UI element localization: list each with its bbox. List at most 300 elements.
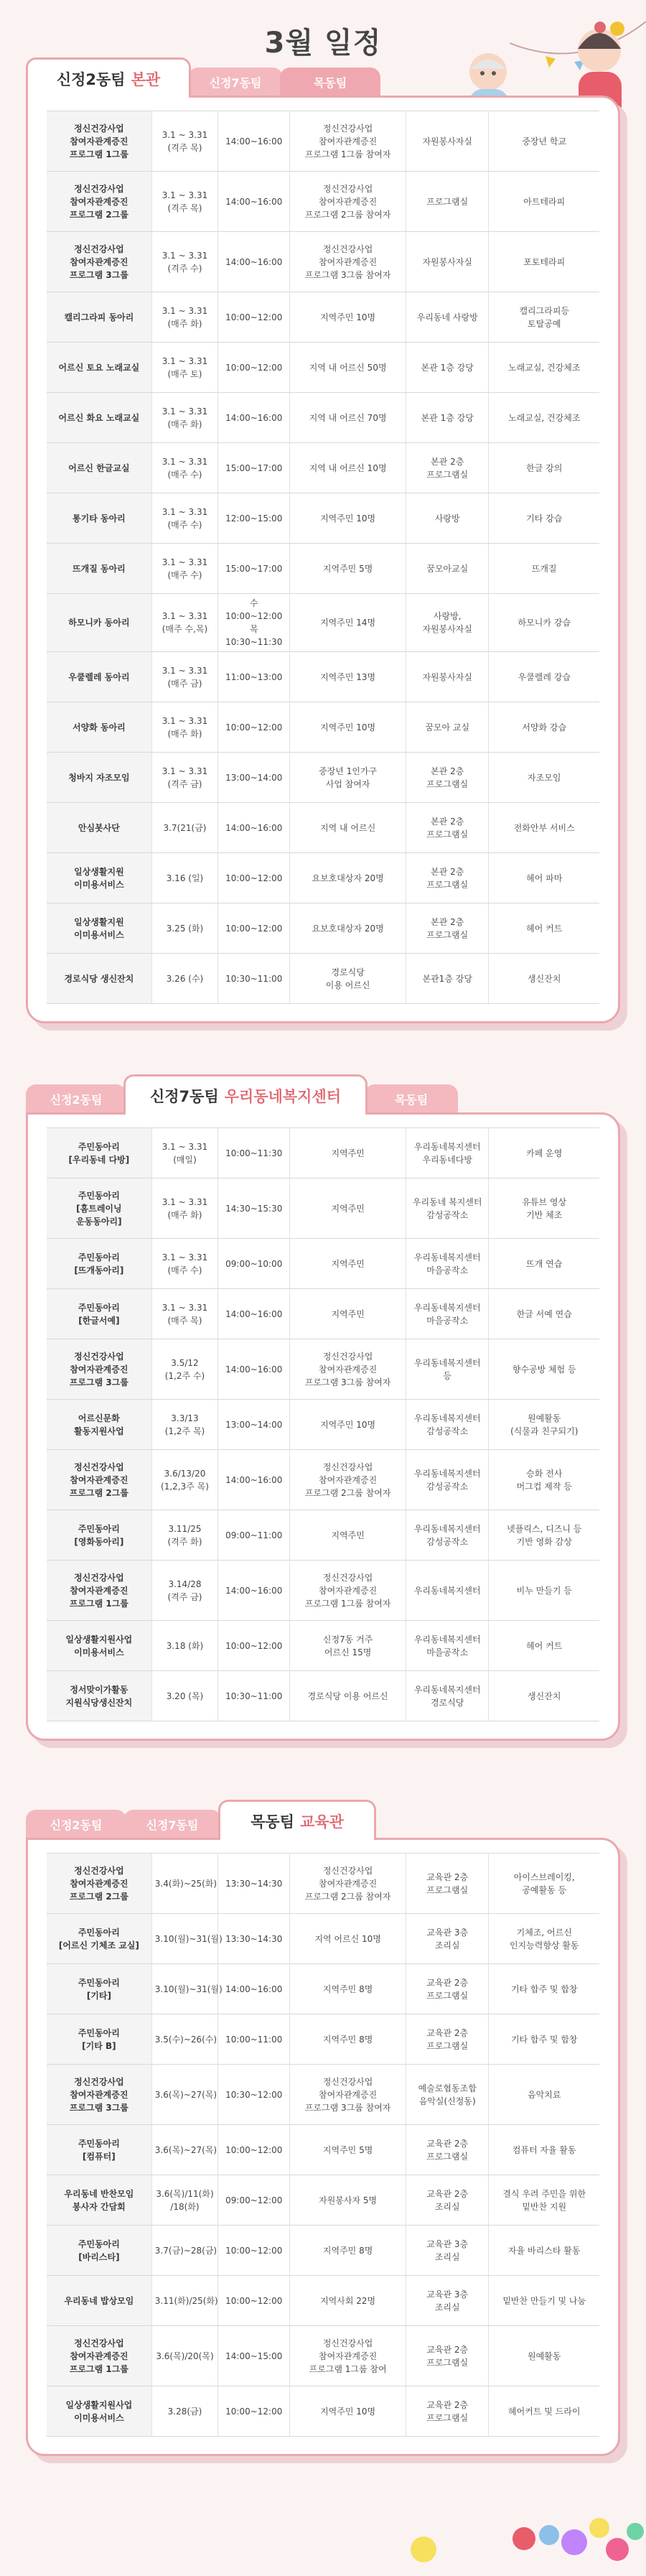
- table-cell: 교육관 2층 프로그램실: [406, 2326, 489, 2386]
- balloons-illustration: [402, 2499, 646, 2576]
- table-cell: 3.10(월)~31(월): [151, 1964, 217, 2014]
- table-cell: 3.18 (화): [151, 1621, 217, 1671]
- table-cell: 결식 우려 주민을 위한 밑반찬 지원: [489, 2175, 599, 2226]
- table-row: [47, 544, 599, 594]
- table-cell: 3.1 ~ 3.31 (매주 수): [151, 443, 217, 493]
- table-cell: 헤어커트 및 드라이: [489, 2386, 599, 2437]
- table-cell: 비누 만들기 등: [489, 1561, 599, 1621]
- table-cell: 본관 2층 프로그램실: [406, 803, 489, 853]
- table-row: [47, 111, 599, 172]
- table-cell: 정신건강사업 참여자관계증진 프로그램 3그룹 참여자: [290, 2065, 406, 2125]
- table-cell: 주민동아리 [홈트레이닝 운동동아리]: [47, 1178, 151, 1239]
- table-row: [47, 2276, 599, 2326]
- table-cell: 우리동네복지센터 등: [406, 1339, 489, 1400]
- table-cell: 청바지 자조모임: [47, 753, 151, 803]
- table-cell: 3.1 ~ 3.31 (격주 수): [151, 232, 217, 292]
- table-row: [47, 1561, 599, 1621]
- table-row: [47, 903, 599, 954]
- table-cell: 정신건강사업 참여자관계증진 프로그램 2그룹 참여자: [290, 172, 406, 232]
- table-row: [47, 2175, 599, 2226]
- table-cell: 3.1 ~ 3.31 (격주 목): [151, 111, 217, 172]
- table-cell: 경로식당 이용 어르신: [290, 954, 406, 1004]
- table-row: [47, 2386, 599, 2437]
- table-cell: 본관 1층 강당: [406, 393, 489, 443]
- table-cell: 10:00~12:00: [218, 853, 290, 903]
- table-cell: 10:00~12:00: [218, 2125, 290, 2175]
- table-cell: 10:00~12:00: [218, 292, 290, 343]
- table-cell: 원예활동 (식물과 친구되기): [489, 1400, 599, 1450]
- table-cell: 우리동네 복지센터 감성공작소: [406, 1178, 489, 1239]
- table-cell: 우리동네복지센터 마을공작소: [406, 1289, 489, 1339]
- table-cell: 주민동아리 [기타 B]: [47, 2014, 151, 2065]
- table-row: [47, 1339, 599, 1400]
- table-cell: 일상생활지원 이미용서비스: [47, 853, 151, 903]
- table-row: [47, 702, 599, 753]
- table-cell: 교육관 2층 프로그램실: [406, 1964, 489, 2014]
- table-cell: 우리동네복지센터 감성공작소: [406, 1450, 489, 1510]
- schedule-card: [26, 96, 620, 1023]
- table-cell: 정신건강사업 참여자관계증진 프로그램 3그룹 참여자: [290, 1339, 406, 1400]
- table-row: [47, 343, 599, 393]
- table-row: [47, 443, 599, 493]
- table-cell: 주민동아리 [컴퓨터]: [47, 2125, 151, 2175]
- table-cell: 정신건강사업 참여자관계증진 프로그램 1그룹 참여: [290, 2326, 406, 2386]
- table-cell: 예술로협동조합 음악실(신정동): [406, 2065, 489, 2125]
- table-cell: 원예활동: [489, 2326, 599, 2386]
- table-cell: 우리동네 사랑방: [406, 292, 489, 343]
- table-cell: 지역 내 어르신 70명: [290, 393, 406, 443]
- table-cell: 요보호대상자 20명: [290, 853, 406, 903]
- table-cell: 교육관 3층 조리실: [406, 2276, 489, 2326]
- table-cell: 자원봉사자실: [406, 232, 489, 292]
- table-cell: 음악치료: [489, 2065, 599, 2125]
- table-cell: 헤어 커트: [489, 1621, 599, 1671]
- tab-label: 신정7동팀: [146, 1818, 199, 1832]
- table-cell: 헤어 커트: [489, 903, 599, 954]
- table-cell: 우리동네복지센터 감성공작소: [406, 1400, 489, 1450]
- table-cell: 10:30~11:00: [218, 1671, 290, 1721]
- table-row: [47, 172, 599, 232]
- table-cell: 주민동아리 [어르신 기체조 교실]: [47, 1914, 151, 1964]
- table-cell: 09:00~10:00: [218, 1239, 290, 1289]
- table-cell: 캘리그라피 동아리: [47, 292, 151, 343]
- table-cell: 주민동아리 [영화동아리]: [47, 1510, 151, 1561]
- table-row: [47, 652, 599, 702]
- table-cell: 12:00~15:00: [218, 493, 290, 544]
- table-cell: 꿈모아교실: [406, 544, 489, 594]
- table-cell: 3.1 ~ 3.31 (격주 목): [151, 172, 217, 232]
- table-row: [47, 954, 599, 1004]
- page-title: 3월 일정: [264, 27, 382, 60]
- table-cell: 정서맞이가활동 지원식당생신잔치: [47, 1671, 151, 1721]
- table-cell: 자원봉사자실: [406, 111, 489, 172]
- table-cell: 09:00~11:00: [218, 1510, 290, 1561]
- table-cell: 프로그램실: [406, 172, 489, 232]
- table-cell: 캘리그라피등 토탈공예: [489, 292, 599, 343]
- tab-sinjeong2[interactable]: [26, 1810, 126, 1838]
- table-cell: 14:00~16:00: [218, 803, 290, 853]
- table-cell: 10:00~12:00: [218, 2386, 290, 2437]
- table-cell: 주민동아리 [뜨개동아리]: [47, 1239, 151, 1289]
- table-cell: 주민동아리 [한글서예]: [47, 1289, 151, 1339]
- table-cell: 자율 바리스타 활동: [489, 2226, 599, 2276]
- table-row: [47, 1964, 599, 2014]
- table-cell: 10:30~11:00: [218, 954, 290, 1004]
- table-cell: 뜨개질 동아리: [47, 544, 151, 594]
- table-cell: 한글 서예 연습: [489, 1289, 599, 1339]
- table-cell: 3.1 ~ 3.31 (매주 화): [151, 1178, 217, 1239]
- table-cell: 3.6(목)~27(목): [151, 2065, 217, 2125]
- table-cell: 뜨개질: [489, 544, 599, 594]
- table-cell: 서양화 강습: [489, 702, 599, 753]
- table-cell: 지역주민 10명: [290, 1400, 406, 1450]
- table-cell: 본관 2층 프로그램실: [406, 443, 489, 493]
- table-cell: 어르신 화요 노래교실: [47, 393, 151, 443]
- schedule-table: [47, 111, 599, 1004]
- table-cell: 한글 강의: [489, 443, 599, 493]
- table-cell: 10:00~12:00: [218, 2226, 290, 2276]
- table-cell: 우쿨렐레 강습: [489, 652, 599, 702]
- table-cell: 향수공방 체험 등: [489, 1339, 599, 1400]
- table-row: [47, 1671, 599, 1721]
- table-cell: 노래교실, 건강체조: [489, 393, 599, 443]
- table-cell: 밑반찬 만들기 및 나눔: [489, 2276, 599, 2326]
- table-cell: 신정7동 거주 어르신 15명: [290, 1621, 406, 1671]
- table-row: [47, 1854, 599, 1914]
- table-cell: 3.1 ~ 3.31 (매주 금): [151, 652, 217, 702]
- table-cell: 어르신문화 활동지원사업: [47, 1400, 151, 1450]
- table-cell: 3.16 (일): [151, 853, 217, 903]
- table-cell: 3.7(금)~28(금): [151, 2226, 217, 2276]
- table-cell: 3.11(화)/25(화): [151, 2276, 217, 2326]
- table-row: [47, 2014, 599, 2065]
- table-cell: 자원봉사자 5명: [290, 2175, 406, 2226]
- table-cell: 정신건강사업 참여자관계증진 프로그램 3그룹: [47, 2065, 151, 2125]
- table-cell: 지역 내 어르신 10명: [290, 443, 406, 493]
- table-cell: 3.1 ~ 3.31 (격주 금): [151, 753, 217, 803]
- table-cell: 경로식당 생신잔치: [47, 954, 151, 1004]
- table-cell: 지역주민: [290, 1510, 406, 1561]
- table-row: [47, 232, 599, 292]
- table-cell: 요보호대상자 20명: [290, 903, 406, 954]
- table-cell: 우리동네 밥상모임: [47, 2276, 151, 2326]
- table-row: [47, 1914, 599, 1964]
- table-cell: 컴퓨터 자율 활동: [489, 2125, 599, 2175]
- table-cell: 3.1 ~ 3.31 (매주 수): [151, 1239, 217, 1289]
- table-cell: 14:00~16:00: [218, 1339, 290, 1400]
- tab-mokdong[interactable]: [280, 68, 380, 96]
- table-cell: 지역주민 10명: [290, 702, 406, 753]
- table-cell: 지역 내 어르신 50명: [290, 343, 406, 393]
- section-sinjeong7: [26, 1074, 620, 1741]
- tab-label: 신정2동팀: [56, 70, 126, 88]
- table-cell: 지역 내 어르신: [290, 803, 406, 853]
- table-cell: 하모니카 동아리: [47, 594, 151, 652]
- tab-label: 신정7동팀: [149, 1087, 219, 1105]
- tab-mokdong[interactable]: [365, 1084, 458, 1113]
- table-cell: 일상생활지원사업 이미용서비스: [47, 1621, 151, 1671]
- tab-label: 신정7동팀: [209, 75, 262, 90]
- table-cell: 지역사회 22명: [290, 2276, 406, 2326]
- table-cell: 10:00~12:00: [218, 343, 290, 393]
- table-row: [47, 393, 599, 443]
- table-cell: 14:00~16:00: [218, 1450, 290, 1510]
- table-cell: 우리동네복지센터 마을공작소: [406, 1621, 489, 1671]
- table-cell: 카페 운영: [489, 1128, 599, 1178]
- table-cell: 3.1 ~ 3.31 (매주 토): [151, 343, 217, 393]
- section-mokdong: [26, 1800, 620, 2456]
- table-cell: 11:00~13:00: [218, 652, 290, 702]
- table-row: [47, 803, 599, 853]
- table-cell: 우리동네복지센터 감성공작소: [406, 1510, 489, 1561]
- table-cell: 하모니카 강습: [489, 594, 599, 652]
- table-row: [47, 1510, 599, 1561]
- table-cell: 지역주민 8명: [290, 1964, 406, 2014]
- table-cell: 3.6(목)/20(목): [151, 2326, 217, 2386]
- table-cell: 13:30~14:30: [218, 1854, 290, 1914]
- table-cell: 지역주민 8명: [290, 2014, 406, 2065]
- table-cell: 3.25 (화): [151, 903, 217, 954]
- table-cell: 사랑방, 자원봉사자실: [406, 594, 489, 652]
- tab-label: 목동팀: [251, 1813, 294, 1831]
- table-row: [47, 1128, 599, 1178]
- table-cell: 본관 2층 프로그램실: [406, 903, 489, 954]
- table-row: [47, 1400, 599, 1450]
- table-cell: 주민동아리 [우리동네 다방]: [47, 1128, 151, 1178]
- table-cell: 3.14/28 (격주 금): [151, 1561, 217, 1621]
- table-row: [47, 753, 599, 803]
- table-cell: 3.4(화)~25(화): [151, 1854, 217, 1914]
- table-cell: 지역주민: [290, 1239, 406, 1289]
- table-cell: 기타 강습: [489, 493, 599, 544]
- table-cell: 기체조, 어르신 인지능력향상 활동: [489, 1914, 599, 1964]
- table-cell: 안심봇사단: [47, 803, 151, 853]
- table-cell: 넷플릭스, 디즈니 등 기반 영화 감상: [489, 1510, 599, 1561]
- table-row: [47, 493, 599, 544]
- table-cell: 정신건강사업 참여자관계증진 프로그램 1그룹: [47, 111, 151, 172]
- table-cell: 정신건강사업 참여자관계증진 프로그램 2그룹 참여자: [290, 1854, 406, 1914]
- table-cell: 3.1 ~ 3.31 (매주 수): [151, 493, 217, 544]
- table-cell: 14:00~16:00: [218, 1289, 290, 1339]
- tab-highlight: 교육관: [300, 1813, 344, 1831]
- table-cell: 10:00~11:00: [218, 2014, 290, 2065]
- table-cell: 어르신 한글교실: [47, 443, 151, 493]
- table-cell: 지역주민 5명: [290, 2125, 406, 2175]
- table-cell: 노래교실, 건강체조: [489, 343, 599, 393]
- table-cell: 수 10:00~12:00 목 10:30~11:30: [218, 594, 290, 652]
- table-cell: 10:00~12:00: [218, 702, 290, 753]
- table-cell: 정신건강사업 참여자관계증진 프로그램 2그룹: [47, 1854, 151, 1914]
- table-cell: 어르신 토요 노래교실: [47, 343, 151, 393]
- table-cell: 교육관 3층 조리실: [406, 2226, 489, 2276]
- table-cell: 3.1 ~ 3.31 (매주 목): [151, 1289, 217, 1339]
- table-row: [47, 2326, 599, 2386]
- table-cell: 정신건강사업 참여자관계증진 프로그램 2그룹: [47, 172, 151, 232]
- schedule-card: [26, 1838, 620, 2456]
- table-cell: 3.1 ~ 3.31 (매주 수): [151, 544, 217, 594]
- table-cell: 우리동네복지센터 우리동네다방: [406, 1128, 489, 1178]
- tab-sinjeong2[interactable]: [26, 57, 191, 98]
- table-cell: 14:30~15:30: [218, 1178, 290, 1239]
- table-cell: 3.6(목)~27(목): [151, 2125, 217, 2175]
- table-cell: 14:00~16:00: [218, 1561, 290, 1621]
- table-cell: 경로식당 이용 어르신: [290, 1671, 406, 1721]
- table-cell: 14:00~16:00: [218, 1964, 290, 2014]
- table-cell: 지역주민: [290, 1178, 406, 1239]
- table-cell: 생신잔치: [489, 1671, 599, 1721]
- table-cell: 본관 2층 프로그램실: [406, 753, 489, 803]
- table-cell: 생신잔치: [489, 954, 599, 1004]
- table-cell: 정신건강사업 참여자관계증진 프로그램 3그룹: [47, 232, 151, 292]
- table-cell: 3.7(21(금): [151, 803, 217, 853]
- table-cell: 지역주민 8명: [290, 2226, 406, 2276]
- tab-label: 목동팀: [394, 1092, 429, 1107]
- table-cell: 3.1 ~ 3.31 (매일): [151, 1128, 217, 1178]
- table-cell: 포토테라피: [489, 232, 599, 292]
- table-row: [47, 2125, 599, 2175]
- tab-mokdong[interactable]: [218, 1800, 376, 1840]
- table-cell: 기타 합주 및 합창: [489, 2014, 599, 2065]
- table-cell: 지역주민 10명: [290, 292, 406, 343]
- tab-highlight: 우리동네복지센터: [224, 1087, 342, 1105]
- table-row: [47, 2065, 599, 2125]
- table-cell: 10:30~12:00: [218, 2065, 290, 2125]
- table-cell: 교육관 2층 프로그램실: [406, 2125, 489, 2175]
- table-cell: 14:00~16:00: [218, 393, 290, 443]
- table-row: [47, 853, 599, 903]
- tab-sinjeong2[interactable]: [26, 1084, 126, 1113]
- table-cell: 우쿨렐레 동아리: [47, 652, 151, 702]
- table-cell: 중장년 학교: [489, 111, 599, 172]
- table-row: [47, 2226, 599, 2276]
- table-cell: 자원봉사자실: [406, 652, 489, 702]
- schedule-table: [47, 1127, 599, 1721]
- table-cell: 정신건강사업 참여자관계증진 프로그램 3그룹: [47, 1339, 151, 1400]
- table-row: [47, 292, 599, 343]
- table-cell: 지역주민 10명: [290, 493, 406, 544]
- table-cell: 지역주민 10명: [290, 2386, 406, 2437]
- tab-highlight: 본관: [131, 70, 161, 88]
- table-row: [47, 1450, 599, 1510]
- tab-label: 신정2동팀: [50, 1092, 103, 1107]
- table-cell: 지역주민 13명: [290, 652, 406, 702]
- table-cell: 승화 전사 머그컵 제작 등: [489, 1450, 599, 1510]
- schedule-card: [26, 1112, 620, 1741]
- table-cell: 전화안부 서비스: [489, 803, 599, 853]
- table-cell: 정신건강사업 참여자관계증진 프로그램 3그룹 참여자: [290, 232, 406, 292]
- table-cell: 3.5(수)~26(수): [151, 2014, 217, 2065]
- table-row: [47, 594, 599, 652]
- table-row: [47, 1621, 599, 1671]
- table-cell: 주민동아리 [기타]: [47, 1964, 151, 2014]
- table-cell: 주민동아리 [바리스타]: [47, 2226, 151, 2276]
- table-cell: 본관 1층 강당: [406, 343, 489, 393]
- table-cell: 유튜브 영상 기반 체조: [489, 1178, 599, 1239]
- table-cell: 교육관 2층 프로그램실: [406, 2014, 489, 2065]
- table-cell: 3.1 ~ 3.31 (매주 화): [151, 393, 217, 443]
- table-cell: 3.10(월)~31(월): [151, 1914, 217, 1964]
- table-cell: 꿈모아 교실: [406, 702, 489, 753]
- table-cell: 3.26 (수): [151, 954, 217, 1004]
- table-cell: 일상생활지원 이미용서비스: [47, 903, 151, 954]
- schedule-table: [47, 1853, 599, 2437]
- table-cell: 정신건강사업 참여자관계증진 프로그램 2그룹: [47, 1450, 151, 1510]
- table-cell: 지역주민 14명: [290, 594, 406, 652]
- table-cell: 10:00~12:00: [218, 903, 290, 954]
- table-row: [47, 1289, 599, 1339]
- table-cell: 뜨개 연습: [489, 1239, 599, 1289]
- table-cell: 09:00~12:00: [218, 2175, 290, 2226]
- table-cell: 교육관 2층 조리실: [406, 2175, 489, 2226]
- table-cell: 정신건강사업 참여자관계증진 프로그램 1그룹 참여자: [290, 111, 406, 172]
- table-cell: 3.28(금): [151, 2386, 217, 2437]
- table-cell: 정신건강사업 참여자관계증진 프로그램 2그룹 참여자: [290, 1450, 406, 1510]
- table-cell: 3.11/25 (격주 화): [151, 1510, 217, 1561]
- section-sinjeong2: [26, 57, 620, 1023]
- table-row: [47, 1178, 599, 1239]
- table-cell: 13:00~14:00: [218, 753, 290, 803]
- team-tabs: [26, 1074, 620, 1115]
- table-cell: 통기타 동아리: [47, 493, 151, 544]
- table-cell: 13:00~14:00: [218, 1400, 290, 1450]
- table-cell: 우리동네복지센터 마을공작소: [406, 1239, 489, 1289]
- table-cell: 3.1 ~ 3.31 (매주 수,목): [151, 594, 217, 652]
- table-cell: 아이스브레이킹, 공예활동 등: [489, 1854, 599, 1914]
- table-cell: 우리동네복지센터: [406, 1561, 489, 1621]
- table-cell: 일상생활지원사업 이미용서비스: [47, 2386, 151, 2437]
- table-cell: 10:00~12:00: [218, 2276, 290, 2326]
- tab-sinjeong7[interactable]: [188, 68, 283, 96]
- table-cell: 헤어 파마: [489, 853, 599, 903]
- table-cell: 자조모임: [489, 753, 599, 803]
- table-cell: 우리동네복지센터 경로식당: [406, 1671, 489, 1721]
- tab-sinjeong7[interactable]: [123, 1810, 221, 1838]
- table-cell: 10:00~12:00: [218, 1621, 290, 1671]
- table-cell: 15:00~17:00: [218, 544, 290, 594]
- table-cell: 3.20 (목): [151, 1671, 217, 1721]
- table-cell: 3.6/13/20 (1,2,3주 목): [151, 1450, 217, 1510]
- team-tabs: [26, 1800, 620, 1840]
- table-cell: 15:00~17:00: [218, 443, 290, 493]
- table-cell: 지역 어르신 10명: [290, 1914, 406, 1964]
- table-cell: 14:00~16:00: [218, 111, 290, 172]
- table-cell: 교육관 2층 프로그램실: [406, 2386, 489, 2437]
- table-cell: 본관1층 강당: [406, 954, 489, 1004]
- table-cell: 10:00~11:30: [218, 1128, 290, 1178]
- table-cell: 14:00~16:00: [218, 232, 290, 292]
- tab-label: 목동팀: [313, 75, 347, 90]
- table-cell: 14:00~15:00: [218, 2326, 290, 2386]
- table-cell: 교육관 2층 프로그램실: [406, 1854, 489, 1914]
- table-cell: 3.6(목)/11(화) /18(화): [151, 2175, 217, 2226]
- table-cell: 지역주민 5명: [290, 544, 406, 594]
- table-cell: 13:30~14:30: [218, 1914, 290, 1964]
- table-cell: 3.5/12 (1,2주 수): [151, 1339, 217, 1400]
- table-cell: 기타 합주 및 합창: [489, 1964, 599, 2014]
- table-cell: 3.3/13 (1,2주 목): [151, 1400, 217, 1450]
- table-cell: 우리동네 반찬모임 봉사자 간담회: [47, 2175, 151, 2226]
- table-cell: 지역주민: [290, 1128, 406, 1178]
- table-cell: 정신건강사업 참여자관계증진 프로그램 1그룹 참여자: [290, 1561, 406, 1621]
- table-cell: 지역주민: [290, 1289, 406, 1339]
- table-cell: 서양화 동아리: [47, 702, 151, 753]
- table-cell: 정신건강사업 참여자관계증진 프로그램 1그룹: [47, 2326, 151, 2386]
- table-cell: 3.1 ~ 3.31 (매주 화): [151, 702, 217, 753]
- tab-sinjeong7[interactable]: [123, 1074, 368, 1115]
- table-row: [47, 1239, 599, 1289]
- table-cell: 교육관 3층 조리실: [406, 1914, 489, 1964]
- team-tabs: [26, 57, 620, 98]
